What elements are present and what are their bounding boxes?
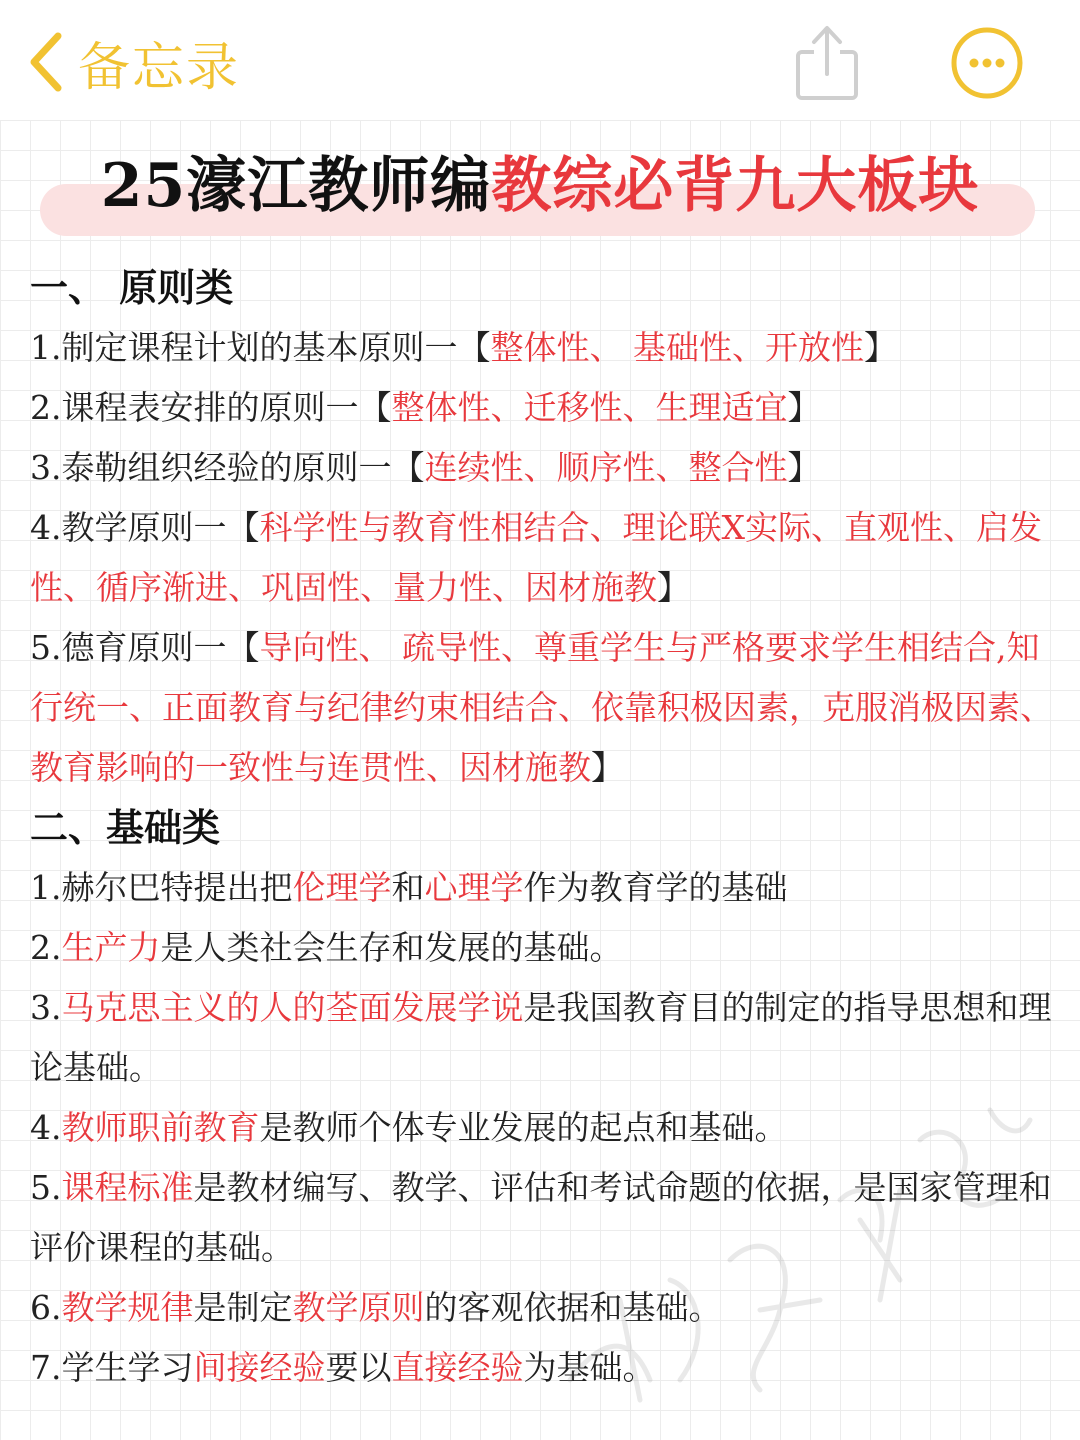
item-text: 是教师个体专业发展的起点和基础。 (259, 1108, 788, 1147)
highlighted-text: 生产力 (61, 928, 161, 967)
item-text: 是制定 (193, 1288, 293, 1327)
item-text: 3.泰勒组织经验的原则一【 (30, 448, 425, 487)
list-item (30, 1278, 1060, 1338)
list-item (30, 918, 1060, 978)
highlighted-text: 连续性、顺序性、整合性 (424, 448, 788, 487)
share-button[interactable] (792, 22, 862, 104)
item-text: 是教材编写、教学、评估和考试命题的依据，是国家管理和评价课程的基础。 (30, 1168, 1052, 1267)
list-item (30, 438, 1060, 498)
item-text: 3. (30, 988, 62, 1027)
highlighted-text: 伦理学 (292, 868, 392, 907)
highlighted-text: 教学原则 (292, 1288, 425, 1327)
title-part-black: 25濠江教师编 (100, 151, 492, 221)
title-part-red: 教综必背九大板块 (491, 151, 980, 221)
item-text: 和 (391, 868, 425, 907)
list-item (30, 498, 1060, 618)
more-button[interactable] (950, 26, 1024, 100)
item-text: 要以 (325, 1348, 392, 1387)
item-text: 7.学生学习 (30, 1348, 194, 1387)
list-item (30, 618, 1060, 798)
item-text: 6. (30, 1288, 62, 1327)
item-text: 1.赫尔巴特提出把 (30, 868, 293, 907)
highlighted-text: 马克思主义的人的荃面发展学说 (61, 988, 524, 1027)
list-item (30, 318, 1060, 378)
back-label: 备忘录 (78, 37, 241, 98)
item-text: 作为教育学的基础 (523, 868, 788, 907)
more-icon (950, 26, 1024, 100)
list-item (30, 1098, 1060, 1158)
item-text: 】 (864, 328, 897, 367)
list-item (30, 1338, 1060, 1398)
highlighted-text: 教学规律 (61, 1288, 194, 1327)
list-item (30, 1158, 1060, 1278)
highlighted-text: 心理学 (424, 868, 524, 907)
note-title-block (0, 128, 1080, 246)
highlighted-text: 直接经验 (391, 1348, 524, 1387)
item-text: 的客观依据和基础。 (424, 1288, 722, 1327)
highlighted-text: 科学性与教育性相结合、理论联X实际、直观性、启发性、循序渐进、巩固性、量力性、因材施教 (30, 508, 1042, 607)
item-text: 4. (30, 1108, 62, 1147)
item-text: 4.教学原则一【 (30, 508, 260, 547)
list-item (30, 858, 1060, 918)
share-icon (792, 22, 862, 104)
item-text: 2. (30, 928, 62, 967)
back-button[interactable] (28, 26, 240, 98)
item-text: 5.德育原则一【 (30, 628, 260, 667)
item-text: 5. (30, 1168, 62, 1207)
item-text: 是我国教育目的制定的指导思想和理论基础。 (30, 988, 1052, 1087)
item-text: 】 (591, 748, 624, 787)
chevron-left-icon (28, 30, 64, 94)
item-text: 是人类社会生存和发展的基础。 (160, 928, 623, 967)
item-text: 】 (787, 448, 821, 487)
list-item (30, 378, 1060, 438)
list-item (30, 978, 1060, 1098)
highlighted-text: 导向性、 疏导性、尊重学生与严格要求学生相结合,知行统一、正面教育与纪律约束相结合、依靠积极因素，克服消极因素、教育影响的一致性与连贯性、因材施教 (30, 628, 1053, 787)
item-text: 为基础。 (523, 1348, 656, 1387)
highlighted-text: 整体性、迁移性、生理适宜 (391, 388, 788, 427)
section-heading: 一、 原则类 (30, 265, 234, 310)
item-text: 1.制定课程计划的基本原则一【 (30, 328, 491, 367)
navigation-bar (0, 0, 1080, 120)
note-title (0, 138, 1080, 224)
note-body (30, 258, 1060, 1398)
highlighted-text: 间接经验 (193, 1348, 326, 1387)
item-text: 2.课程表安排的原则一【 (30, 388, 392, 427)
item-text: 】 (657, 568, 690, 607)
highlighted-text: 课程标准 (61, 1168, 194, 1207)
highlighted-text: 整体性、 基础性、开放性 (490, 328, 864, 367)
section-heading: 二、基础类 (30, 805, 221, 850)
highlighted-text: 教师职前教育 (61, 1108, 260, 1147)
item-text: 】 (787, 388, 821, 427)
